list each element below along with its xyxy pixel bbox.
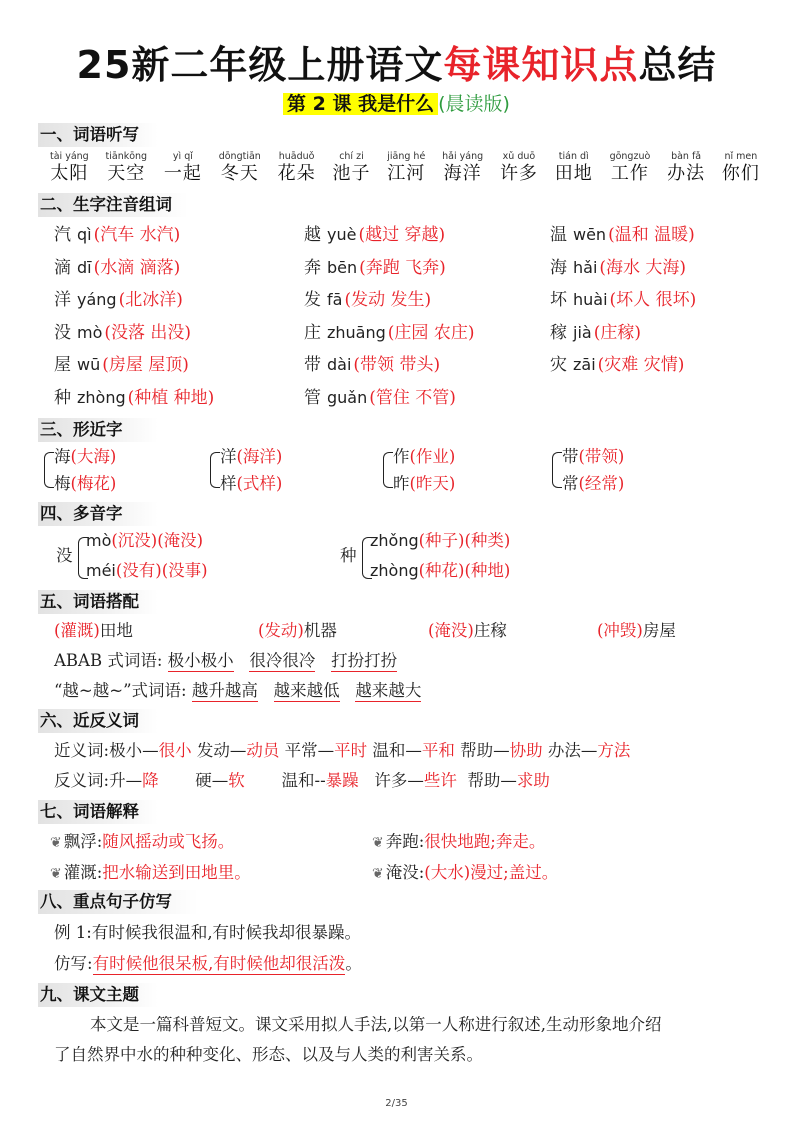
char-words: (房屋 屋顶) (102, 355, 189, 376)
synonym-answer: 协助 (509, 741, 543, 760)
explanation-term: 淹没: (385, 863, 425, 882)
explanation-item (50, 831, 234, 854)
antonym-pair (282, 771, 359, 790)
char-words: (管住 不管) (369, 388, 456, 408)
char-entry (550, 289, 696, 311)
example-label: 例 1: (54, 923, 92, 942)
title-part1: 25新二年级上册语文 (76, 43, 444, 87)
char-words: (庄园 农庄) (387, 322, 475, 343)
word-pinyin: xǔ duō (502, 151, 536, 162)
collocation-item (597, 620, 676, 642)
word-pinyin: tián dì (558, 151, 589, 162)
char-words: (海水 大海) (599, 257, 687, 278)
char-pinyin: guǎn (327, 388, 368, 407)
dictation-word-list (50, 150, 760, 185)
synonym-line (54, 740, 630, 762)
char-entry (54, 322, 191, 344)
lesson-edition: (晨读版) (438, 93, 510, 115)
brace-mark (210, 452, 220, 488)
similar-word: (带领) (578, 447, 625, 466)
dictation-word (667, 150, 705, 185)
char-entry (304, 257, 446, 279)
char-words: (北冰洋) (118, 290, 183, 311)
synonym-pair (197, 741, 280, 760)
antonym-word: 温和-- (281, 771, 326, 790)
similar-char-top (562, 446, 624, 468)
char-words: (奔跑 飞奔) (359, 257, 446, 278)
collocation-noun: 庄稼 (473, 621, 507, 640)
char-hanzi: 带 (304, 355, 321, 376)
char-pinyin: fā (327, 290, 343, 310)
char-words: (温和 温暖) (608, 225, 695, 245)
word-hanzi: 办法 (667, 163, 706, 184)
similar-char-top (393, 446, 455, 468)
word-pinyin: gōngzuò (609, 151, 651, 162)
yue-word: 越来越低 (273, 681, 340, 700)
char-words: (没落 出没) (104, 322, 192, 343)
abab-line (54, 650, 397, 672)
char-entry (54, 387, 214, 409)
synonym-word: 平常— (284, 741, 335, 760)
reading-words: (沉没)(淹没) (111, 531, 204, 550)
leaf-icon: ❦ (372, 835, 384, 851)
synonym-pair (109, 741, 192, 760)
dictation-word (442, 150, 483, 185)
char-entry (304, 224, 445, 246)
title-part2: 总结 (638, 43, 717, 87)
brace-mark (383, 452, 393, 488)
synonym-answer: 很小 (158, 741, 192, 760)
word-hanzi: 工作 (610, 163, 649, 184)
reading-words: (种花)(种地) (418, 561, 511, 580)
word-hanzi: 海洋 (443, 163, 482, 184)
char-words: (带领 带头) (353, 355, 441, 376)
char-pinyin: dài (327, 355, 352, 375)
char-hanzi: 稼 (550, 322, 567, 343)
antonym-line (54, 770, 550, 792)
collocation-noun: 机器 (303, 621, 337, 640)
example-text: 有时候我很温和,有时候我却很暴躁。 (91, 923, 362, 942)
char-pinyin: bēn (327, 257, 358, 277)
explanation-definition: (大水)漫过;盖过。 (424, 863, 559, 882)
char-entry (550, 354, 684, 376)
char-words: (庄稼) (593, 322, 641, 343)
reading-pinyin: zhǒng (370, 531, 419, 550)
synonym-word: 极小— (109, 741, 159, 760)
char-hanzi: 没 (54, 322, 71, 343)
word-hanzi: 太阳 (50, 163, 89, 184)
char-entry (550, 257, 686, 279)
section-heading-similar-chars: 三、形近字 (38, 418, 158, 442)
char-entry (550, 322, 641, 344)
synonym-answer: 动员 (246, 741, 280, 760)
reading-pinyin: zhòng (370, 561, 419, 580)
char-entry (550, 224, 695, 246)
word-pinyin: dōngtiān (218, 151, 261, 162)
char-hanzi: 滴 (54, 257, 71, 278)
char-words: (坏人 很坏) (609, 290, 697, 311)
collocation-word: (淹没) (428, 621, 474, 640)
similar-char-bottom (220, 473, 282, 495)
similar-word: (昨天) (409, 474, 456, 493)
word-pinyin: hǎi yáng (442, 151, 484, 162)
synonym-pair (372, 741, 455, 760)
char-hanzi: 发 (304, 290, 321, 311)
word-pinyin: nǐ men (724, 151, 758, 162)
similar-char: 昨 (393, 474, 410, 493)
antonym-word: 帮助— (467, 771, 517, 790)
polyphone-reading (86, 530, 203, 552)
explanation-definition: 把水输送到田地里。 (102, 863, 251, 882)
abab-label: ABAB 式词语: (54, 651, 163, 670)
similar-char-top (220, 446, 282, 468)
antonym-answer: 降 (142, 771, 159, 790)
char-pinyin: mò (77, 322, 103, 342)
synonym-word: 帮助— (460, 741, 510, 760)
char-pinyin: jià (573, 322, 592, 342)
imitate-label: 仿写: (54, 954, 93, 973)
explanation-definition: 随风摇动或飞扬。 (102, 832, 235, 851)
antonym-answer: 求助 (516, 771, 550, 790)
dictation-word (500, 150, 538, 185)
yue-word: 越升越高 (191, 681, 258, 700)
word-pinyin: tài yáng (50, 151, 89, 162)
dictation-word (332, 150, 370, 185)
section-heading-characters: 二、生字注音组词 (38, 193, 188, 217)
dictation-word (278, 150, 316, 185)
dictation-word (50, 150, 89, 185)
char-hanzi: 海 (550, 257, 567, 278)
char-pinyin: wū (77, 355, 101, 375)
similar-char: 梅 (54, 474, 71, 493)
word-hanzi: 天空 (107, 163, 146, 184)
antonym-pair (467, 771, 550, 790)
char-hanzi: 奔 (304, 257, 321, 278)
char-entry (304, 322, 474, 344)
char-hanzi: 屋 (54, 355, 71, 376)
antonym-answer: 软 (228, 771, 245, 790)
abab-word: 打扮打扮 (331, 651, 398, 670)
collocation-item (428, 620, 507, 642)
char-words: (种植 种地) (127, 388, 215, 408)
explanation-item (372, 831, 545, 854)
antonym-answer: 暴躁 (325, 771, 359, 790)
similar-char: 海 (54, 447, 71, 466)
word-hanzi: 一起 (163, 163, 202, 184)
word-hanzi: 你们 (721, 163, 760, 184)
word-pinyin: yì qǐ (172, 151, 193, 162)
char-hanzi: 管 (304, 388, 321, 408)
word-pinyin: tiānkōng (105, 151, 148, 162)
char-words: (灾难 灾情) (597, 355, 685, 376)
reading-pinyin: mò (86, 531, 112, 550)
collocation-word: (灌溉) (54, 621, 100, 640)
word-hanzi: 池子 (332, 163, 371, 184)
section-heading-dictation: 一、词语听写 (38, 123, 158, 147)
dictation-word (387, 150, 425, 185)
char-hanzi: 越 (304, 225, 321, 245)
char-hanzi: 种 (54, 388, 71, 408)
synonym-label: 近义词: (54, 741, 110, 760)
section-heading-theme: 九、课文主题 (38, 983, 158, 1007)
similar-char: 带 (562, 447, 579, 466)
synonym-answer: 平和 (421, 741, 455, 760)
section-heading-synonyms: 六、近反义词 (38, 709, 158, 733)
similar-char-bottom (562, 473, 624, 495)
similar-word: (梅花) (70, 474, 117, 493)
similar-char-top (54, 446, 116, 468)
char-pinyin: zhòng (77, 388, 126, 407)
collocation-word: (发动) (258, 621, 304, 640)
char-hanzi: 庄 (304, 322, 321, 343)
reading-pinyin: méi (86, 561, 116, 580)
abab-word: 极小极小 (167, 651, 234, 670)
theme-line-2: 了自然界中水的种种变化、形态、以及与人类的利害关系。 (54, 1045, 483, 1064)
synonym-pair (548, 741, 631, 760)
antonym-word: 升— (109, 771, 143, 790)
similar-word: (海洋) (236, 447, 283, 466)
word-pinyin: huāduǒ (278, 151, 315, 162)
word-pinyin: chí zi (339, 151, 364, 162)
dictation-word (106, 150, 148, 185)
antonym-word: 硬— (195, 771, 229, 790)
char-pinyin: zāi (573, 355, 596, 375)
char-hanzi: 汽 (54, 225, 71, 245)
explanation-term: 奔跑: (385, 832, 425, 851)
similar-word: (式样) (236, 474, 283, 493)
word-pinyin: jiāng hé (387, 151, 426, 162)
similar-char: 样 (220, 474, 237, 493)
imitate-text: 有时候他很呆板,有时候他却很活泼 (92, 954, 346, 973)
polyphone-reading (370, 530, 510, 552)
word-pinyin: bàn fǎ (671, 151, 702, 162)
brace-mark (552, 452, 562, 488)
explanation-item (50, 862, 251, 885)
explanation-term: 灌溉: (63, 863, 103, 882)
char-pinyin: zhuāng (327, 322, 386, 342)
collocation-item (54, 620, 133, 642)
antonym-answer: 些许 (423, 771, 457, 790)
yue-label: “越~越~”式词语: (54, 681, 187, 700)
abab-word: 很冷很冷 (249, 651, 316, 670)
word-hanzi: 江河 (387, 163, 426, 184)
collocation-word: (冲毁) (597, 621, 643, 640)
dictation-word (219, 150, 261, 185)
dictation-word (610, 150, 651, 185)
char-entry (304, 387, 456, 409)
char-pinyin: huài (573, 290, 608, 310)
polyphone-char: 没 (56, 546, 73, 565)
page-title (0, 34, 793, 89)
char-pinyin: qì (77, 225, 92, 244)
collocation-noun: 房屋 (642, 621, 676, 640)
title-highlight: 每课知识点 (443, 43, 639, 87)
char-pinyin: dī (77, 257, 92, 277)
collocation-noun: 田地 (99, 621, 133, 640)
similar-word: (经常) (578, 474, 625, 493)
char-entry (304, 354, 440, 376)
imitate-sentence: 仿写:有时候他很呆板,有时候他却很活泼。 (54, 954, 362, 973)
brace-mark (44, 452, 54, 488)
explanation-definition: 很快地跑;奔走。 (424, 832, 546, 851)
polyphone-char: 种 (340, 546, 357, 565)
section-heading-sentence: 八、重点句子仿写 (38, 890, 198, 914)
antonym-word: 许多— (374, 771, 424, 790)
char-hanzi: 灾 (550, 355, 567, 376)
antonym-pair (195, 771, 245, 790)
char-pinyin: yuè (327, 225, 357, 244)
polyphone-reading (86, 560, 208, 582)
dictation-word (164, 150, 202, 185)
antonym-label: 反义词: (54, 771, 110, 790)
char-hanzi: 洋 (54, 290, 71, 311)
char-entry (54, 289, 183, 311)
char-hanzi: 坏 (550, 290, 567, 311)
theme-line-1: 本文是一篇科普短文。课文采用拟人手法,以第一人称进行叙述,生动形象地介绍 (90, 1015, 662, 1034)
similar-word: (大海) (70, 447, 117, 466)
synonym-answer: 方法 (597, 741, 631, 760)
dictation-word (722, 150, 760, 185)
char-pinyin: wēn (573, 225, 607, 244)
similar-char: 常 (562, 474, 579, 493)
synonym-answer: 平时 (334, 741, 368, 760)
synonym-word: 温和— (372, 741, 422, 760)
antonym-pair (374, 771, 457, 790)
leaf-icon: ❦ (50, 866, 62, 882)
char-hanzi: 温 (550, 225, 567, 245)
reading-words: (没有)(没事) (115, 561, 208, 580)
synonym-pair (460, 741, 543, 760)
word-hanzi: 田地 (554, 163, 593, 184)
reading-words: (种子)(种类) (418, 531, 511, 550)
synonym-word: 发动— (196, 741, 247, 760)
char-words: (汽车 水汽) (93, 225, 181, 245)
word-hanzi: 花朵 (277, 163, 316, 184)
char-words: (发动 发生) (344, 290, 432, 311)
leaf-icon: ❦ (50, 835, 62, 851)
similar-char: 洋 (220, 447, 237, 466)
example-sentence (54, 922, 361, 944)
char-words: (水滴 滴落) (93, 257, 181, 278)
antonym-pair (109, 771, 159, 790)
char-words: (越过 穿越) (358, 225, 446, 245)
explanation-item (372, 862, 558, 885)
char-entry (54, 354, 189, 376)
char-entry (304, 289, 431, 311)
yue-line (54, 680, 421, 702)
section-heading-polyphones: 四、多音字 (38, 502, 158, 526)
similar-word: (作业) (409, 447, 456, 466)
explanation-term: 飘浮: (63, 832, 103, 851)
lesson-subtitle (0, 89, 793, 116)
word-hanzi: 许多 (499, 163, 538, 184)
similar-char-bottom (54, 473, 116, 495)
synonym-word: 办法— (547, 741, 598, 760)
dictation-word (555, 150, 593, 185)
similar-char: 作 (393, 447, 410, 466)
similar-char-bottom (393, 473, 455, 495)
word-hanzi: 冬天 (220, 163, 259, 184)
char-entry (54, 257, 180, 279)
collocation-item (258, 620, 337, 642)
section-heading-explanations: 七、词语解释 (38, 800, 158, 824)
polyphone-reading (370, 560, 510, 582)
synonym-pair (285, 741, 368, 760)
char-pinyin: hǎi (573, 257, 598, 277)
char-pinyin: yáng (77, 290, 117, 310)
leaf-icon: ❦ (372, 866, 384, 882)
yue-word: 越来越大 (355, 681, 422, 700)
lesson-name: 第 2 课 我是什么 (283, 93, 438, 115)
section-heading-collocations: 五、词语搭配 (38, 590, 158, 614)
page-number: 2/35 (385, 1098, 408, 1109)
char-entry (54, 224, 180, 246)
